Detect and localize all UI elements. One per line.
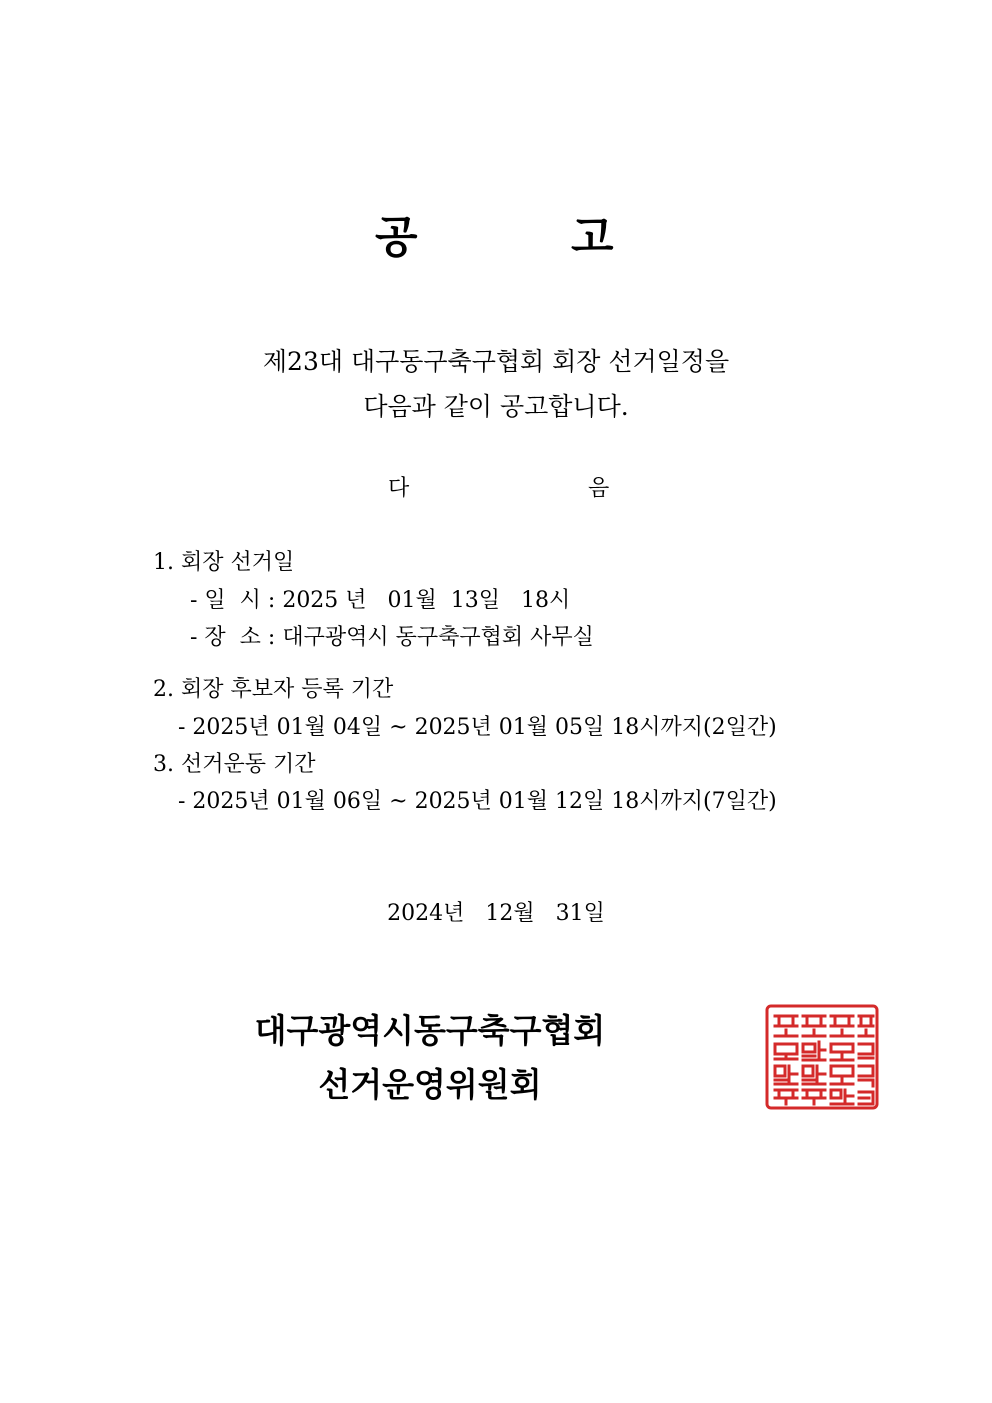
issuer-org-line-2: 선거운영위원회 (318, 1065, 542, 1104)
official-seal-stamp (765, 1004, 879, 1110)
registration-heading: 2. 회장 후보자 등록 기간 (153, 677, 394, 702)
election-day-heading: 1. 회장 선거일 (153, 550, 295, 575)
registration-period: - 2025년 01월 04일 ~ 2025년 01월 05일 18시까지(2일간) (178, 715, 777, 740)
intro-line-1: 제23대 대구동구축구협회 회장 선거일정을 (262, 347, 730, 376)
election-day-place: - 장 소 : 대구광역시 동구축구협회 사무실 (190, 625, 594, 650)
heading-right: 음 (588, 476, 610, 501)
campaign-heading: 3. 선거운동 기간 (153, 752, 316, 777)
notice-title-left: 공 (375, 212, 418, 263)
heading-left: 다 (388, 476, 410, 501)
intro-line-2: 다음과 같이 공고합니다. (363, 392, 629, 421)
issuer-org-line-1: 대구광역시동구축구협회 (254, 1011, 606, 1050)
notice-title-right: 고 (571, 212, 614, 263)
notice-date: 2024년 12월 31일 (387, 901, 605, 926)
election-day-date: - 일 시 : 2025 년 01월 13일 18시 (190, 588, 571, 613)
campaign-period: - 2025년 01월 06일 ~ 2025년 01월 12일 18시까지(7일간) (178, 789, 777, 814)
